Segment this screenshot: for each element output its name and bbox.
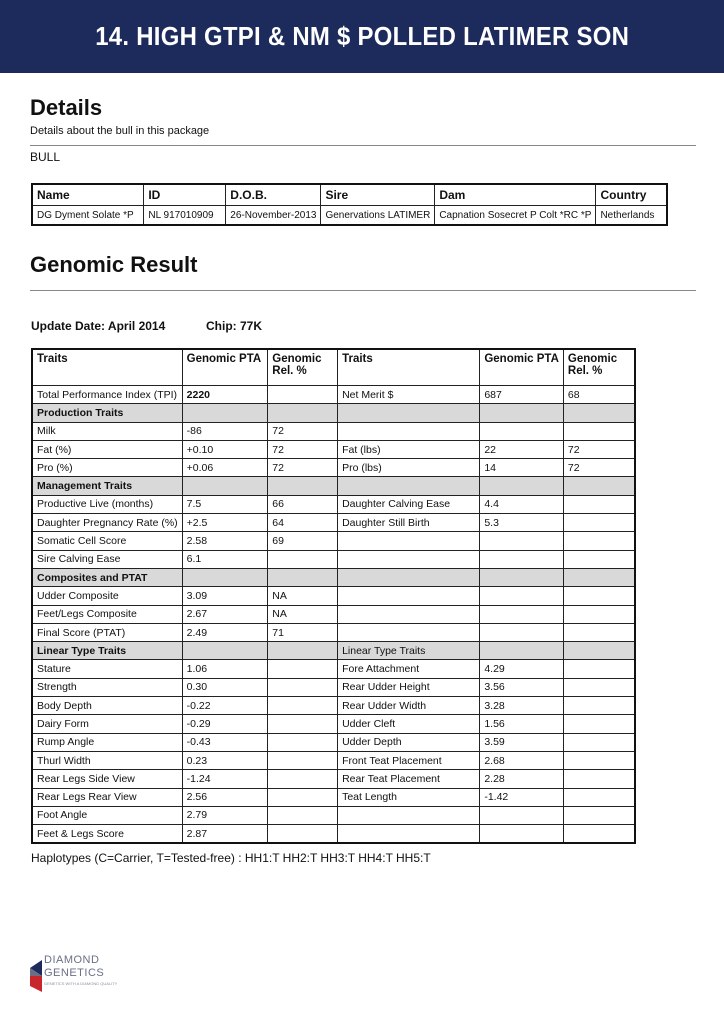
- table-cell: [182, 477, 268, 495]
- haplotypes-note: Haplotypes (C=Carrier, T=Tested-free) : HH1:T HH2:T HH3:T HH4:T HH5:T: [31, 851, 431, 865]
- table-cell: [563, 477, 635, 495]
- chip-info: Chip: 77K: [206, 319, 263, 333]
- table-cell: 71: [268, 623, 338, 641]
- table-row: [32, 206, 667, 226]
- table-cell: Rump Angle: [32, 733, 182, 751]
- table-cell: Udder Composite: [32, 587, 182, 605]
- table-cell: +0.10: [182, 440, 268, 458]
- table-cell: Feet & Legs Score: [32, 825, 182, 844]
- table-cell: 3.09: [182, 587, 268, 605]
- table-cell: 69: [268, 532, 338, 550]
- table-cell: [563, 770, 635, 788]
- table-row: [32, 386, 635, 404]
- table-cell: [268, 697, 338, 715]
- table-cell: Fat (%): [32, 440, 182, 458]
- table-cell: [182, 642, 268, 660]
- section-row: [32, 477, 635, 495]
- divider: [30, 145, 696, 146]
- section-row: [32, 642, 635, 660]
- table-cell: Fore Attachment: [338, 660, 480, 678]
- table-cell: [563, 568, 635, 586]
- table-cell: Pro (lbs): [338, 459, 480, 477]
- table-row: [32, 806, 635, 824]
- header-traits: Traits: [32, 349, 182, 386]
- table-cell: 14: [480, 459, 564, 477]
- table-row: [32, 660, 635, 678]
- table-row: [32, 715, 635, 733]
- table-cell: 66: [268, 495, 338, 513]
- table-cell: [480, 825, 564, 844]
- table-row: [32, 605, 635, 623]
- table-cell: [338, 587, 480, 605]
- page-banner: [0, 0, 724, 73]
- table-cell: 0.30: [182, 678, 268, 696]
- table-row: [32, 587, 635, 605]
- table-cell: 2.79: [182, 806, 268, 824]
- table-cell: [268, 404, 338, 422]
- header-dam: Dam: [435, 184, 596, 206]
- table-cell: [268, 715, 338, 733]
- table-cell: Feet/Legs Composite: [32, 605, 182, 623]
- table-cell: Rear Legs Side View: [32, 770, 182, 788]
- table-cell: Foot Angle: [32, 806, 182, 824]
- header-genomic-rel: Genomic Rel. %: [268, 349, 338, 386]
- table-cell: -0.22: [182, 697, 268, 715]
- table-cell: 72: [563, 440, 635, 458]
- table-row: [32, 532, 635, 550]
- header-genomic-pta: Genomic PTA: [182, 349, 268, 386]
- table-cell: Linear Type Traits: [338, 642, 480, 660]
- table-cell: [480, 642, 564, 660]
- table-cell: [338, 550, 480, 568]
- table-cell: [268, 568, 338, 586]
- table-cell: Dairy Form: [32, 715, 182, 733]
- logo-shape-red: [30, 976, 42, 992]
- table-row: [32, 422, 635, 440]
- table-cell: 687: [480, 386, 564, 404]
- table-cell: [268, 751, 338, 769]
- table-cell: [563, 495, 635, 513]
- table-cell: [563, 623, 635, 641]
- table-cell: Production Traits: [32, 404, 182, 422]
- table-cell: [563, 404, 635, 422]
- table-cell: [338, 605, 480, 623]
- bull-country: Netherlands: [596, 206, 667, 226]
- divider: [30, 290, 696, 291]
- table-cell: Daughter Still Birth: [338, 514, 480, 532]
- table-cell: Rear Udder Width: [338, 697, 480, 715]
- table-cell: 6.1: [182, 550, 268, 568]
- table-cell: [338, 568, 480, 586]
- table-cell: [563, 514, 635, 532]
- table-cell: 7.5: [182, 495, 268, 513]
- table-row: [32, 825, 635, 844]
- bull-details-table: [31, 183, 668, 226]
- bull-name: DG Dyment Solate *P: [32, 206, 144, 226]
- table-cell: 1.06: [182, 660, 268, 678]
- table-cell: Udder Cleft: [338, 715, 480, 733]
- table-cell: 68: [563, 386, 635, 404]
- table-cell: Milk: [32, 422, 182, 440]
- table-cell: -0.43: [182, 733, 268, 751]
- section-row: [32, 568, 635, 586]
- bull-id: NL 917010909: [144, 206, 226, 226]
- bull-dam: Capnation Sosecret P Colt *RC *P: [435, 206, 596, 226]
- table-cell: 1.56: [480, 715, 564, 733]
- bull-sire: Genervations LATIMER: [321, 206, 435, 226]
- table-cell: Body Depth: [32, 697, 182, 715]
- table-cell: [182, 404, 268, 422]
- details-title: Details: [30, 95, 103, 120]
- table-cell: NA: [268, 587, 338, 605]
- table-cell: [563, 660, 635, 678]
- table-cell: 3.56: [480, 678, 564, 696]
- table-cell: +2.5: [182, 514, 268, 532]
- table-cell: 22: [480, 440, 564, 458]
- genomic-title: Genomic Result: [30, 252, 198, 277]
- table-cell: [268, 770, 338, 788]
- table-row: [32, 495, 635, 513]
- table-cell: Management Traits: [32, 477, 182, 495]
- table-cell: [480, 477, 564, 495]
- table-cell: [268, 788, 338, 806]
- details-subtitle: Details about the bull in this package: [30, 125, 210, 137]
- table-cell: 5.3: [480, 514, 564, 532]
- table-cell: 2.58: [182, 532, 268, 550]
- table-cell: [563, 751, 635, 769]
- table-row: [32, 550, 635, 568]
- table-row: [32, 770, 635, 788]
- table-cell: [480, 422, 564, 440]
- table-cell: 2.87: [182, 825, 268, 844]
- table-cell: 2.49: [182, 623, 268, 641]
- table-cell: [338, 532, 480, 550]
- table-cell: [268, 733, 338, 751]
- table-cell: [338, 477, 480, 495]
- table-row: [32, 623, 635, 641]
- table-row: [32, 733, 635, 751]
- table-cell: 64: [268, 514, 338, 532]
- table-cell: [268, 825, 338, 844]
- table-cell: [563, 642, 635, 660]
- table-cell: Composites and PTAT: [32, 568, 182, 586]
- table-cell: 2.56: [182, 788, 268, 806]
- table-cell: [338, 623, 480, 641]
- table-cell: [182, 568, 268, 586]
- table-cell: 72: [268, 440, 338, 458]
- table-cell: 72: [268, 422, 338, 440]
- header-country: Country: [596, 184, 667, 206]
- table-cell: [563, 788, 635, 806]
- table-cell: 72: [563, 459, 635, 477]
- table-cell: Fat (lbs): [338, 440, 480, 458]
- table-cell: [268, 550, 338, 568]
- table-cell: [563, 715, 635, 733]
- table-cell: [563, 806, 635, 824]
- table-cell: Stature: [32, 660, 182, 678]
- table-cell: [338, 825, 480, 844]
- table-row: [32, 788, 635, 806]
- table-cell: [563, 678, 635, 696]
- table-cell: Linear Type Traits: [32, 642, 182, 660]
- table-cell: [563, 697, 635, 715]
- table-cell: [268, 642, 338, 660]
- table-cell: [268, 386, 338, 404]
- table-row: [32, 440, 635, 458]
- table-cell: Rear Legs Rear View: [32, 788, 182, 806]
- table-cell: -1.42: [480, 788, 564, 806]
- table-cell: Total Performance Index (TPI): [32, 386, 182, 404]
- table-cell: [563, 550, 635, 568]
- table-cell: Front Teat Placement: [338, 751, 480, 769]
- table-cell: [563, 587, 635, 605]
- table-cell: 3.59: [480, 733, 564, 751]
- table-row: [32, 697, 635, 715]
- table-cell: NA: [268, 605, 338, 623]
- table-cell: Sire Calving Ease: [32, 550, 182, 568]
- header-genomic-rel: Genomic Rel. %: [563, 349, 635, 386]
- header-genomic-pta: Genomic PTA: [480, 349, 564, 386]
- table-cell: 2.67: [182, 605, 268, 623]
- table-header-row: [32, 349, 635, 386]
- table-cell: [563, 733, 635, 751]
- table-cell: [563, 605, 635, 623]
- logo-line1: DIAMOND: [44, 954, 100, 966]
- header-id: ID: [144, 184, 226, 206]
- table-cell: 2220: [182, 386, 268, 404]
- table-cell: Teat Length: [338, 788, 480, 806]
- table-cell: [480, 605, 564, 623]
- table-cell: Pro (%): [32, 459, 182, 477]
- table-cell: 0.23: [182, 751, 268, 769]
- table-row: [32, 459, 635, 477]
- table-cell: -0.29: [182, 715, 268, 733]
- table-cell: 2.28: [480, 770, 564, 788]
- table-cell: [480, 623, 564, 641]
- header-sire: Sire: [321, 184, 435, 206]
- table-cell: Rear Teat Placement: [338, 770, 480, 788]
- table-row: [32, 678, 635, 696]
- section-row: [32, 404, 635, 422]
- table-cell: [480, 587, 564, 605]
- table-cell: Daughter Pregnancy Rate (%): [32, 514, 182, 532]
- table-cell: Strength: [32, 678, 182, 696]
- table-cell: 72: [268, 459, 338, 477]
- table-cell: [338, 422, 480, 440]
- table-cell: Rear Udder Height: [338, 678, 480, 696]
- table-cell: 4.29: [480, 660, 564, 678]
- table-cell: 2.68: [480, 751, 564, 769]
- bull-dob: 26-November-2013: [226, 206, 321, 226]
- table-row: [32, 751, 635, 769]
- table-cell: [338, 806, 480, 824]
- table-cell: [480, 550, 564, 568]
- table-cell: Thurl Width: [32, 751, 182, 769]
- table-cell: Somatic Cell Score: [32, 532, 182, 550]
- table-cell: Net Merit $: [338, 386, 480, 404]
- table-cell: Productive Live (months): [32, 495, 182, 513]
- header-traits: Traits: [338, 349, 480, 386]
- table-header-row: [32, 184, 667, 206]
- table-row: [32, 514, 635, 532]
- table-cell: [268, 660, 338, 678]
- table-cell: [480, 806, 564, 824]
- header-name: Name: [32, 184, 144, 206]
- table-cell: -86: [182, 422, 268, 440]
- banner-title: 14. HIGH GTPI & NM $ POLLED LATIMER SON: [95, 21, 629, 51]
- table-cell: -1.24: [182, 770, 268, 788]
- logo-tagline: GENETICS WITH A DIAMOND QUALITY: [44, 981, 118, 986]
- table-cell: [268, 806, 338, 824]
- table-cell: [338, 404, 480, 422]
- table-cell: [563, 825, 635, 844]
- header-dob: D.O.B.: [226, 184, 321, 206]
- table-cell: [563, 422, 635, 440]
- table-cell: +0.06: [182, 459, 268, 477]
- table-cell: [480, 532, 564, 550]
- table-cell: Final Score (PTAT): [32, 623, 182, 641]
- table-cell: 4.4: [480, 495, 564, 513]
- genomic-table: [31, 348, 636, 844]
- table-cell: [268, 477, 338, 495]
- table-cell: [480, 404, 564, 422]
- update-date: Update Date: April 2014: [31, 319, 166, 333]
- table-cell: Udder Depth: [338, 733, 480, 751]
- table-cell: 3.28: [480, 697, 564, 715]
- table-cell: [480, 568, 564, 586]
- bull-label: BULL: [30, 150, 61, 164]
- table-cell: [268, 678, 338, 696]
- table-cell: Daughter Calving Ease: [338, 495, 480, 513]
- logo-line2: GENETICS: [44, 967, 105, 979]
- table-cell: [563, 532, 635, 550]
